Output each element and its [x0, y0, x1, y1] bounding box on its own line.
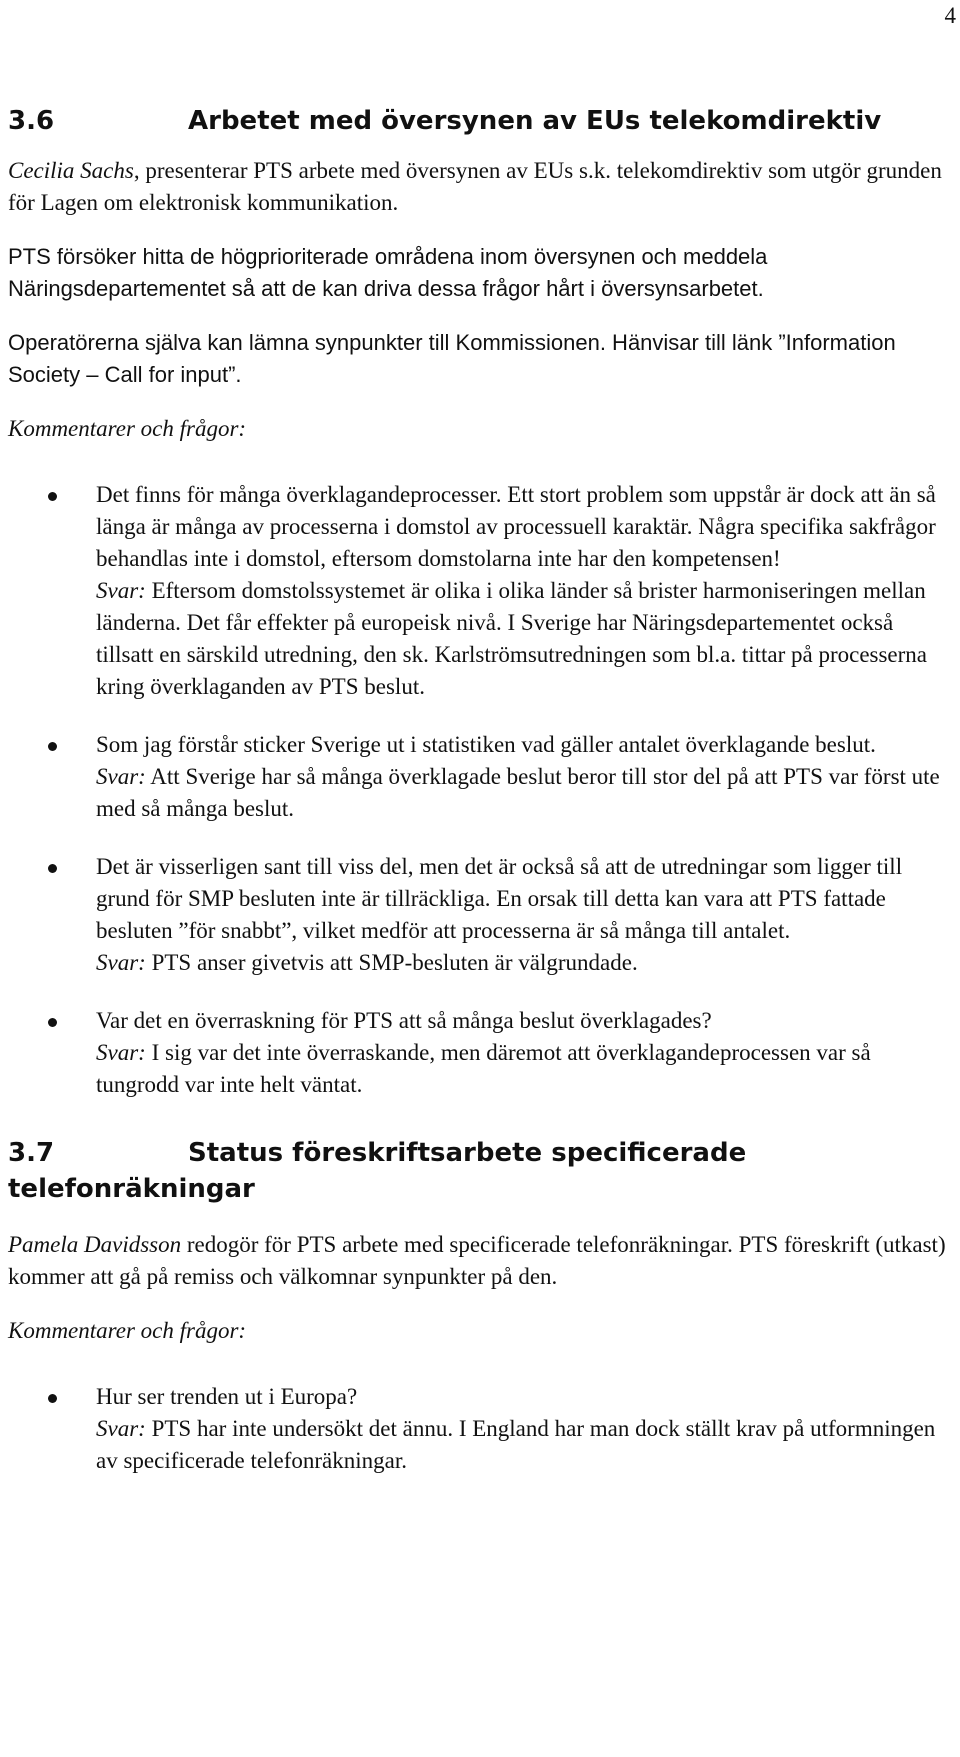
- question-text: Hur ser trenden ut i Europa?: [96, 1384, 358, 1409]
- answer-text: Eftersom domstolssystemet är olika i olika länder så brister harmoniseringen mellan länderna. Det får effekter på europeisk nivå. I Sverige har Näringsdepartementet också tillsatt en särskild utredning, den sk. Karlströmsutredningen som bl.a. tittar på processerna kring överklaganden av PTS beslut.: [96, 578, 928, 699]
- spacer: [8, 979, 941, 1005]
- page-number: 4: [944, 3, 956, 28]
- bullet-icon: [48, 1394, 57, 1403]
- answer-label: Svar:: [96, 578, 146, 603]
- list-item: [8, 729, 941, 825]
- answer-label: Svar:: [96, 1040, 146, 1065]
- section-intro: [8, 1229, 948, 1293]
- bullet-icon: [48, 742, 57, 751]
- answer-text: PTS har inte undersökt det ännu. I England har man dock ställt krav på utformningen av specificerade telefonräkningar.: [96, 1416, 936, 1473]
- section-intro: [8, 155, 948, 219]
- answer-label: Svar:: [96, 950, 146, 975]
- comments-label: Kommentarer och frågor:: [8, 416, 247, 441]
- section-heading-3-6: [8, 103, 948, 139]
- answer-text: I sig var det inte överraskande, men däremot att överklagandeprocessen var så tungrodd var inte helt väntat.: [96, 1040, 871, 1097]
- bullet-icon: [48, 492, 57, 501]
- answer-text: Att Sverige har så många överklagade beslut beror till stor del på att PTS var först ute med så många beslut.: [96, 764, 940, 821]
- question-text: Det är visserligen sant till viss del, men det är också så att de utredningar som ligger till grund för SMP besluten inte är tillräckliga. En orsak till detta kan vara att PTS fattade besluten ”för snabbt”, vilket medför att processerna är så många till antalet.: [96, 854, 903, 943]
- section-number: 3.6: [8, 106, 55, 136]
- answer-label: Svar:: [96, 764, 146, 789]
- presenter-name: Pamela Davidsson: [8, 1232, 182, 1257]
- intro-text: , presenterar PTS arbete med översynen av EUs s.k. telekomdirektiv som utgör grunden för Lagen om elektronisk kommunikation.: [8, 158, 942, 215]
- intro-text: redogör för PTS arbete med specificerade telefonräkningar. PTS föreskrift (utkast) kommer att gå på remiss och välkomnar synpunkter på den.: [8, 1232, 946, 1289]
- question-text: Det finns för många överklagandeprocesser. Ett stort problem som uppstår är dock att än så länga är många av processerna i domstol av processuell karaktär. Några specifika sakfrågor behandlas inte i domstol, eftersom domstolarna inte har den kompetensen!: [96, 482, 936, 571]
- qa-list: [8, 479, 948, 1101]
- comments-label: Kommentarer och frågor:: [8, 1318, 247, 1343]
- list-item: [8, 1005, 941, 1101]
- qa-list: [8, 1381, 948, 1477]
- section-title: Arbetet med översynen av EUs telekomdirektiv: [188, 106, 882, 136]
- section-number: 3.7: [8, 1138, 55, 1168]
- bullet-icon: [48, 1018, 57, 1027]
- answer-label: Svar:: [96, 1416, 146, 1441]
- question-text: Som jag förstår sticker Sverige ut i statistiken vad gäller antalet överklagande beslut.: [96, 732, 876, 757]
- list-item: [8, 851, 941, 979]
- spacer: [8, 825, 941, 851]
- document-body: [8, 103, 948, 1477]
- question-text: Var det en överraskning för PTS att så många beslut överklagades?: [96, 1008, 712, 1033]
- section-title-line-1: Status föreskriftsarbete specificerade: [188, 1138, 747, 1168]
- answer-text: PTS anser givetvis att SMP-besluten är välgrundade.: [145, 950, 638, 975]
- list-item: [8, 479, 941, 703]
- bullet-icon: [48, 864, 57, 873]
- spacer: [8, 703, 941, 729]
- presenter-name: Cecilia Sachs: [8, 158, 134, 183]
- section-title-line-2: telefonräkningar: [8, 1174, 255, 1204]
- list-item: [8, 1381, 941, 1477]
- paragraph: Operatörerna själva kan lämna synpunkter till Kommissionen. Hänvisar till länk ”Information Society – Call for input”.: [8, 330, 896, 387]
- section-heading-3-7: [8, 1135, 948, 1207]
- paragraph: PTS försöker hitta de högprioriterade områdena inom översynen och meddela Näringsdepartementet så att de kan driva dessa frågor hårt i översynsarbetet.: [8, 244, 768, 301]
